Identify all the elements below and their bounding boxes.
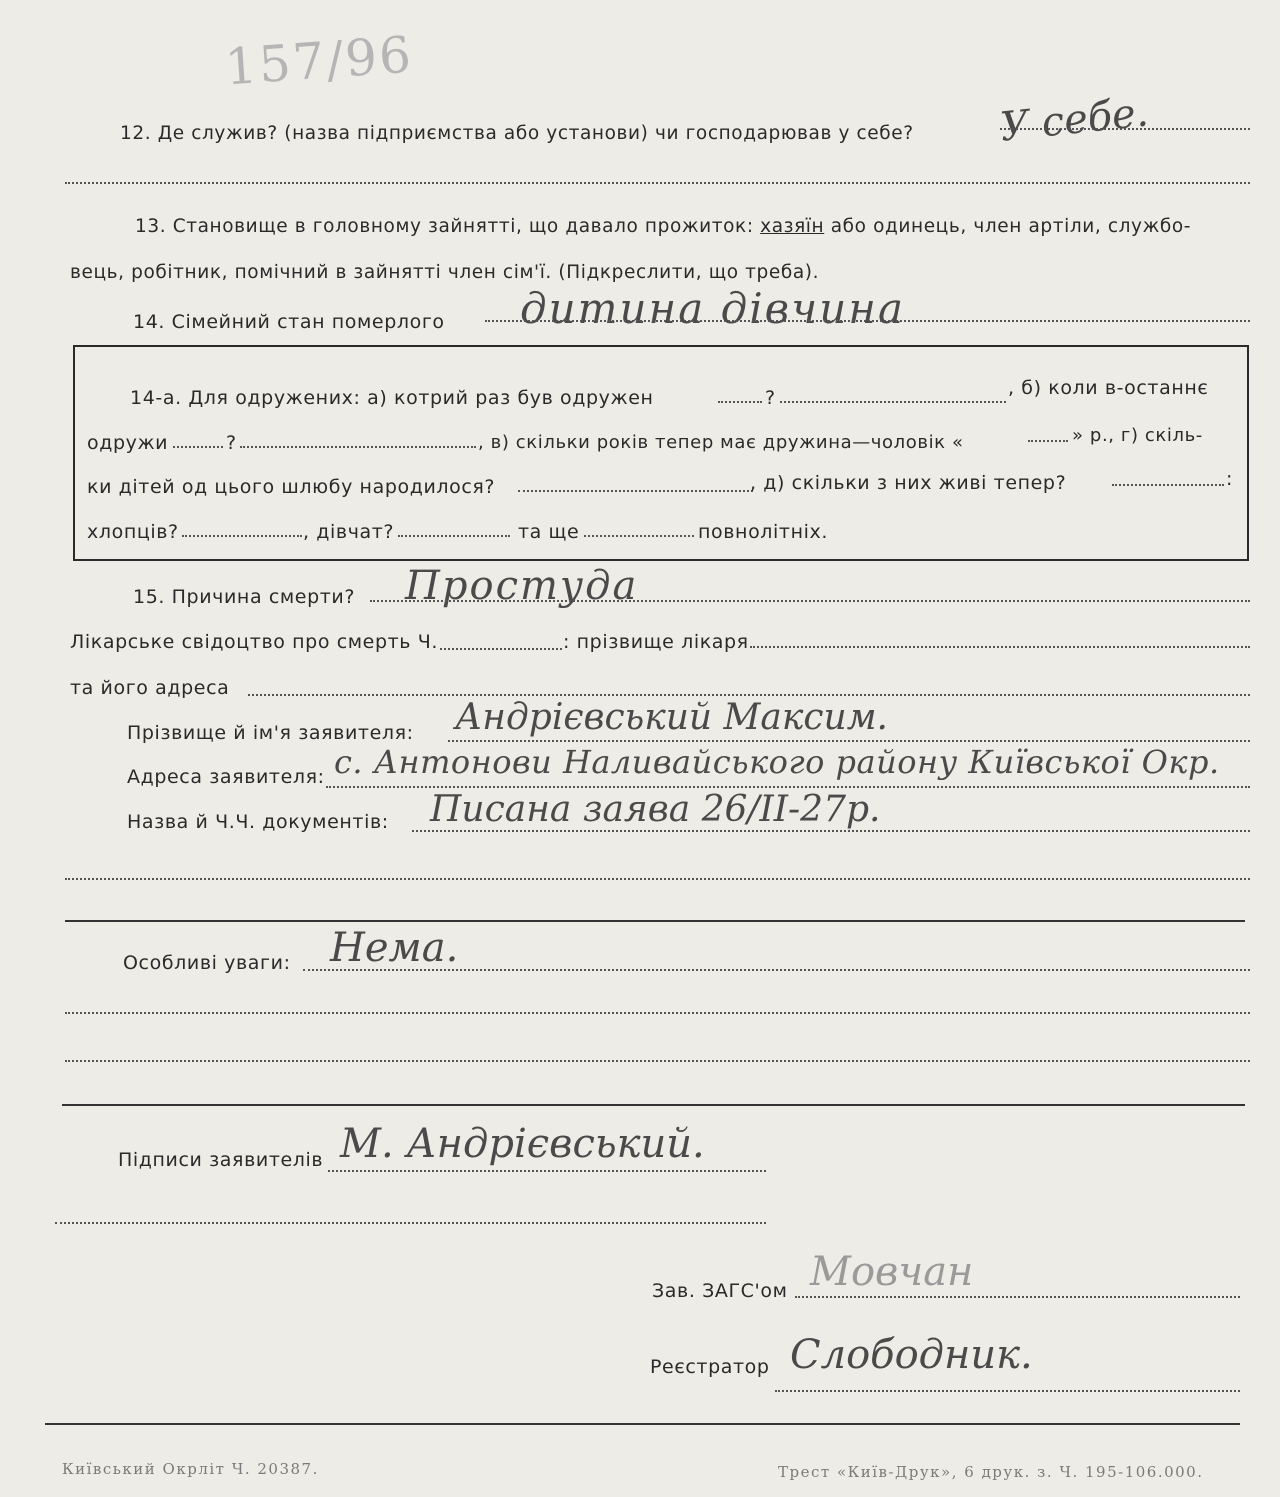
zags-head-label: Зав. ЗАГС'ом <box>652 1280 788 1302</box>
q13-line1-suffix: або одинець, член артіли, службо- <box>824 216 1192 237</box>
q14a-line4-a: хлопців? <box>87 521 179 543</box>
remarks-extra-line-2 <box>65 1060 1250 1062</box>
section-divider-2 <box>62 1104 1245 1106</box>
q15-answer-line <box>370 600 1250 602</box>
footer-right: Трест «Київ-Друк», 6 друк. з. Ч. 195-106.000. <box>778 1463 1204 1481</box>
applicant-name-value: Андрієвський Максим. <box>455 697 889 738</box>
q13-line1-prefix: 13. Становище в головному зайнятті, що давало прожиток: <box>135 216 761 237</box>
q13-line1 <box>135 218 1191 237</box>
q14-label: 14. Сімейний стан померлого <box>133 311 445 333</box>
q14a-line4-c: та ще <box>518 521 580 543</box>
q14a-line1-b: , б) коли в-останнє <box>1008 377 1209 399</box>
q14a-adults-line <box>584 535 694 537</box>
footer-left: Київський Окрліт Ч. 20387. <box>62 1460 319 1478</box>
applicant-name-label: Прізвище й ім'я заявителя: <box>127 722 414 744</box>
q14a-line3-a: ки дітей од цього шлюбу народилося? <box>87 476 496 498</box>
q12-answer: У себе. <box>998 89 1151 151</box>
applicant-name-line <box>448 740 1250 742</box>
applicant-address-value: с. Антонови Наливайського району Київської Окр. <box>334 743 1220 781</box>
registrar-signature: Слободник. <box>790 1332 1033 1378</box>
remarks-line <box>303 969 1250 971</box>
medical-cert-number-line <box>440 648 562 650</box>
q12-extra-line <box>65 182 1250 184</box>
q14a-last-marriage-line-2 <box>240 446 476 448</box>
q14a-children-alive-line <box>1112 484 1224 486</box>
q14a-children-born-line <box>518 490 753 492</box>
q14a-line2-a: одружи <box>87 432 169 454</box>
registrar-label: Реєстратор <box>650 1356 770 1378</box>
documents-line <box>412 830 1250 832</box>
remarks-value: Нема. <box>330 925 459 971</box>
q14a-girls-line <box>398 535 510 537</box>
doctor-address-line <box>248 694 1250 696</box>
q14a-line2-q: ? <box>226 432 237 454</box>
q14a-line1-a: 14-а. Для одружених: а) котрий раз був одружен <box>130 387 654 409</box>
q15-answer: Простуда <box>405 563 639 609</box>
footer-divider <box>45 1423 1240 1425</box>
documents-extra-line <box>65 878 1250 880</box>
doctor-name-line <box>750 646 1250 648</box>
zags-head-signature: Мовчан <box>810 1249 974 1295</box>
remarks-label: Особливі уваги: <box>123 952 291 974</box>
doctor-name-label: : прізвище лікаря <box>563 631 749 653</box>
q14a-line4-d: повнолітніх. <box>698 521 828 543</box>
medical-cert-label: Лікарське свідоцтво про смерть Ч. <box>70 631 438 653</box>
q14a-line3-b: , д) скільки з них живі тепер? <box>750 472 1067 494</box>
zags-head-line <box>795 1296 1240 1298</box>
q14a-line3-c: : <box>1226 468 1234 490</box>
applicant-signature-extra-line <box>55 1222 766 1224</box>
applicant-address-label: Адреса заявителя: <box>127 766 325 788</box>
q14-answer: дитина дівчина <box>520 284 905 333</box>
q12-label: 12. Де служив? (назва підприємства або установи) чи господарював у себе? <box>120 123 914 144</box>
q14a-line4-b: , дівчат? <box>303 521 395 543</box>
q13-selected-status: хазяїн <box>760 216 825 237</box>
q14a-line2-b: , в) скільки років тепер має дружина—чоловік « <box>478 432 964 453</box>
archive-number: 157/96 <box>223 25 415 97</box>
registrar-line <box>775 1390 1240 1392</box>
documents-value: Писана заява 26/ІІ-27р. <box>430 789 881 830</box>
applicant-signature: М. Андрієвський. <box>340 1121 705 1167</box>
documents-label: Назва й Ч.Ч. документів: <box>127 811 389 833</box>
applicant-signature-line <box>328 1170 766 1172</box>
q14a-line1-q: ? <box>765 387 776 409</box>
remarks-extra-line-1 <box>65 1012 1250 1014</box>
q14a-spouse-age-line <box>1028 440 1068 442</box>
q14a-marriage-count-line-2 <box>780 401 1006 403</box>
applicant-address-line <box>326 786 1250 788</box>
q14a-last-marriage-line <box>173 446 223 448</box>
q13-line2: вець, робітник, помічний в зайнятті член сім'ї. (Підкреслити, що треба). <box>70 262 820 283</box>
section-divider-1 <box>65 920 1245 922</box>
q14a-line2-c: » р., г) скіль- <box>1072 425 1203 446</box>
q14-answer-line <box>485 320 1250 322</box>
q15-label: 15. Причина смерти? <box>133 586 356 608</box>
doctor-address-label: та його адреса <box>70 677 230 699</box>
applicant-signature-label: Підписи заявителів <box>118 1149 324 1171</box>
q14a-boys-line <box>182 535 302 537</box>
q14a-marriage-count-line <box>718 401 762 403</box>
q12-answer-line <box>1000 128 1250 130</box>
